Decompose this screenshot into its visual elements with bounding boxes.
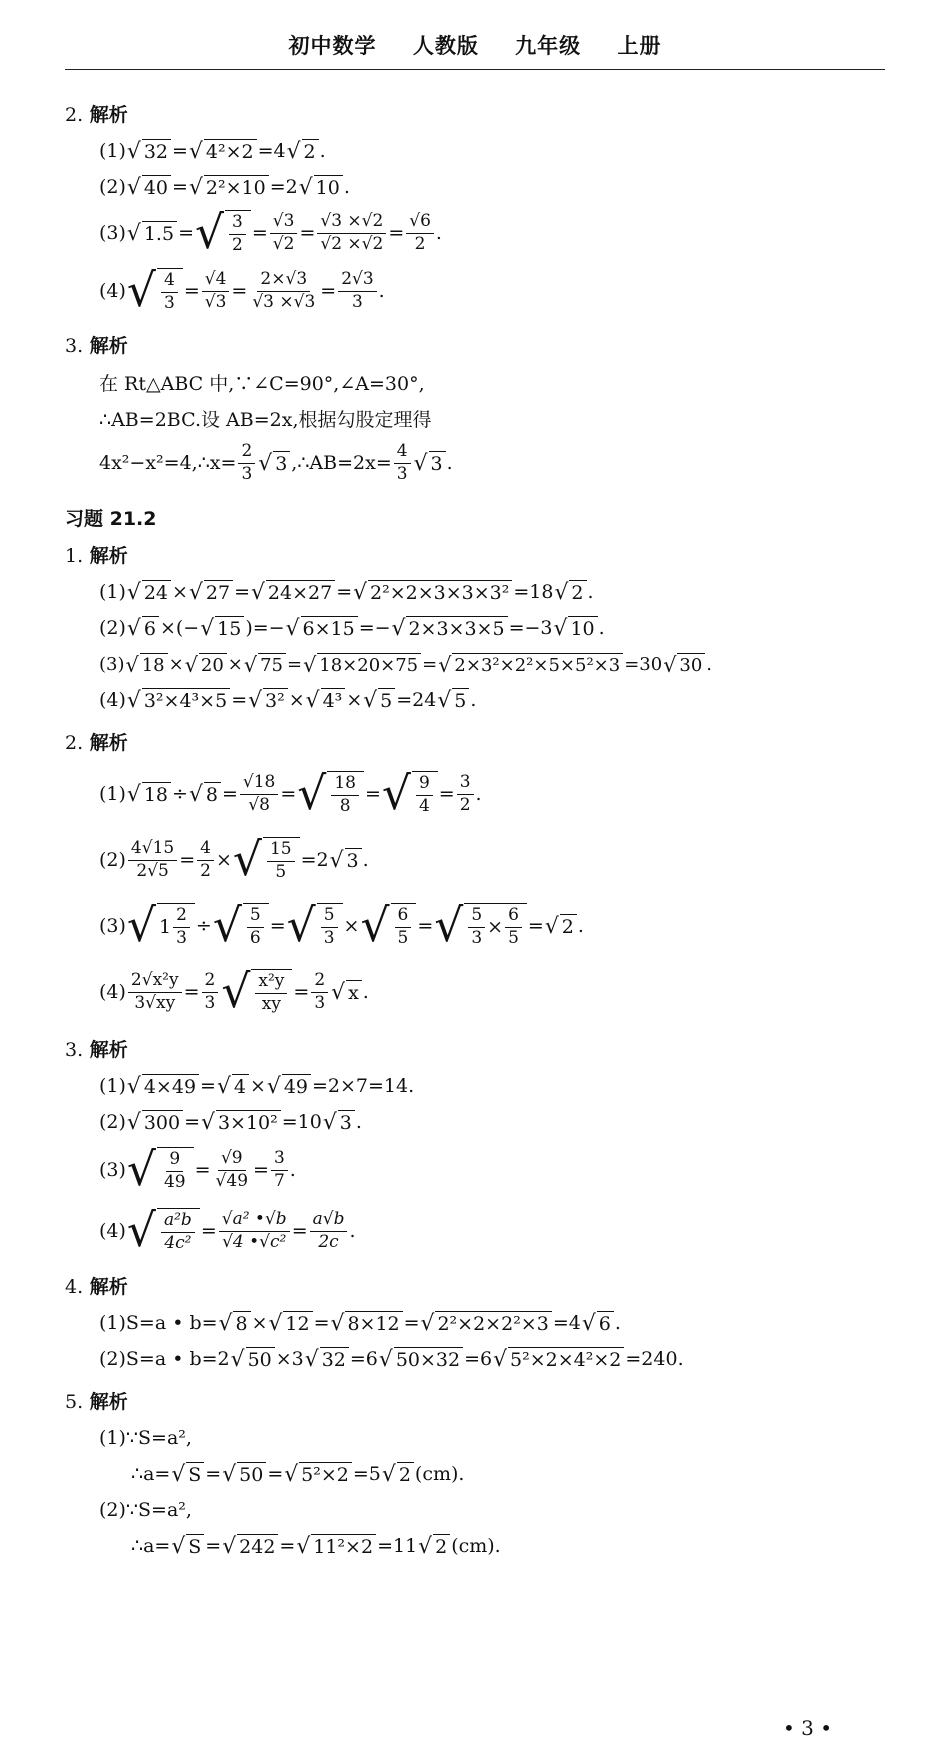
sqrt: √ 3 bbox=[330, 848, 362, 872]
fraction: $\frac{18}{8}$ bbox=[331, 774, 359, 816]
fraction: $\frac{5}{3}$ bbox=[468, 906, 485, 948]
sqrt: √ 15 bbox=[200, 616, 244, 640]
sqrt: √ 11²×2 bbox=[296, 1534, 376, 1558]
sqrt: √ 2²×2×2²×3 bbox=[421, 1311, 552, 1335]
fraction: $\frac{\text{a²b}}{\text{4c²}}$ bbox=[161, 1211, 195, 1253]
fraction: $\frac{4}{2}$ bbox=[197, 839, 214, 881]
answer-line: (3) √ $\frac{9}{49}$ = $\frac{√9}{√49}$ = $\frac{3}{7}$ . bbox=[99, 1143, 296, 1197]
fraction: $\frac{5}{3}$ bbox=[321, 906, 338, 948]
fraction: $\frac{√6}{2}$ bbox=[406, 212, 434, 254]
sqrt: √ $\frac{5}{3}$ bbox=[287, 903, 343, 949]
sqrt: √ 2²×10 bbox=[189, 175, 269, 199]
fraction: $\frac{2}{3}$ bbox=[202, 971, 219, 1013]
sqrt: √ 2 bbox=[287, 139, 319, 163]
header-subject: 初中数学 bbox=[288, 34, 377, 58]
sqrt: √ 8 bbox=[189, 782, 221, 806]
fraction: $\frac{4}{3}$ bbox=[161, 271, 178, 313]
sqrt: √ $\frac{6}{5}$ bbox=[360, 903, 416, 949]
sqrt: √ 3 bbox=[258, 451, 290, 475]
fraction: $\frac{5}{6}$ bbox=[247, 906, 264, 948]
answer-line: (2) √ 300 = √ 3×10² =10 √ 3 . bbox=[99, 1110, 362, 1136]
sqrt: √ 2²×2×3×3×3² bbox=[353, 580, 512, 604]
answer-line: (3) √ 1.5 = √ $\frac{3}{2}$ = $\frac{√3}{√2}$ = $\frac{√3 \times√2}{√2 \times√2}$ = $\frac{√6}{2}$ . bbox=[99, 206, 442, 260]
answer-line: (1) √ 32 = √ 4²×2 =4 √ 2 . bbox=[99, 139, 326, 165]
answer-line: ∴AB=2BC.设 AB=2x,根据勾股定理得 bbox=[99, 408, 432, 431]
sqrt: √ 18 bbox=[127, 782, 171, 806]
fraction: $\frac{√18}{√8}$ bbox=[240, 773, 278, 815]
sqrt: √ $\frac{9}{4}$ bbox=[382, 771, 438, 817]
section-title: 习题 21.2 bbox=[65, 508, 157, 530]
fraction: $\frac{\text{x²y}}{xy}$ bbox=[255, 972, 287, 1014]
question-heading: 3. 解析 bbox=[65, 335, 128, 357]
sqrt: √ 40 bbox=[127, 175, 171, 199]
answer-line: (4) √ $\frac{4}{3}$ = $\frac{√4}{√3}$ = $\frac{2\times√3}{√3 \times√3}$ = $\frac{2√3}{3}$ . bbox=[99, 264, 385, 318]
fraction: $\frac{\text{2√x²y}}{3√xy}$ bbox=[128, 971, 182, 1013]
fraction: $\frac{6}{5}$ bbox=[505, 906, 522, 948]
fraction: $\frac{2}{3}$ bbox=[173, 906, 190, 948]
sqrt: √ 50×32 bbox=[379, 1347, 463, 1371]
sqrt: √ 10 bbox=[299, 175, 343, 199]
sqrt: √ 2 bbox=[418, 1534, 450, 1558]
sqrt: √ 3²×4³×5 bbox=[127, 688, 230, 712]
sqrt: √ 3 bbox=[414, 451, 446, 475]
fraction: $\frac{9}{4}$ bbox=[416, 774, 433, 816]
sqrt: √ 3 bbox=[323, 1110, 355, 1134]
sqrt: √ 30 bbox=[663, 653, 705, 676]
sqrt: √ 6×15 bbox=[286, 616, 358, 640]
fraction: $\frac{6}{5}$ bbox=[395, 906, 412, 948]
answer-content bbox=[65, 90, 895, 1564]
sqrt: √ 300 bbox=[127, 1110, 183, 1134]
sqrt: √ 4³ bbox=[306, 688, 346, 712]
fraction: $\frac{√3 \times√2}{√2 \times√2}$ bbox=[317, 212, 386, 254]
answer-line: (2)S=a • b=2 √ 50 ×3 √ 32 =6 √ 50×32 =6 √ 5²×2×4²×2 =240. bbox=[99, 1347, 684, 1373]
sqrt: √ 4×49 bbox=[127, 1074, 199, 1098]
sqrt: √ S bbox=[171, 1462, 204, 1486]
sqrt: √ 4 bbox=[217, 1074, 249, 1098]
fraction: $\frac{3}{7}$ bbox=[271, 1149, 288, 1191]
page-header bbox=[0, 30, 950, 60]
fraction: $\frac{√9}{√49}$ bbox=[215, 1147, 249, 1191]
sqrt: √ 5²×2 bbox=[284, 1462, 352, 1486]
sqrt: √ 2 bbox=[555, 580, 587, 604]
sqrt: √ $\frac{5}{3}$ × $\frac{6}{5}$ bbox=[434, 903, 527, 949]
sqrt: √ 2 bbox=[545, 914, 577, 938]
fraction: $\frac{3}{2}$ bbox=[457, 773, 474, 815]
sqrt: √ 6 bbox=[127, 616, 159, 640]
answer-line: (2) √ 6 ×(− √ 15 )=− √ 6×15 =− √ 2×3×3×5 =−3 √ 10 . bbox=[99, 616, 605, 642]
sqrt: √ 24 bbox=[127, 580, 171, 604]
sqrt: √ 27 bbox=[189, 580, 233, 604]
answer-line: (3) √ 1 $\frac{2}{3}$ ÷ √ $\frac{5}{6}$ = √ $\frac{5}{3}$ × √ $\frac{6}{5}$ = √ $\frac{5}{3}$ × $\frac{6}{5}$ = √ 2 . bbox=[99, 899, 584, 953]
sqrt: √ $\frac{15}{5}$ bbox=[233, 837, 300, 883]
fraction: $\frac{15}{5}$ bbox=[267, 840, 295, 882]
fraction: $\frac{2√3}{3}$ bbox=[338, 270, 376, 312]
fraction: $\frac{9}{49}$ bbox=[163, 1148, 186, 1192]
sqrt: √ $\frac{\text{x²y}}{xy}$ bbox=[221, 969, 292, 1015]
answer-line: (4) √ 3²×4³×5 = √ 3² × √ 4³ × √ 5 =24 √ 5 . bbox=[99, 688, 477, 714]
sqrt: √ 12 bbox=[268, 1311, 312, 1335]
answer-line: (4) $\frac{\text{2√x²y}}{3√xy}$ = $\frac{2}{3}$ √ $\frac{\text{x²y}}{xy}$ = $\frac{2}{3}$ √ x . bbox=[99, 965, 369, 1019]
answer-line: ∴a= √ S = √ 242 = √ 11²×2 =11 √ 2 (cm). bbox=[131, 1534, 501, 1560]
answer-line: (2) $\frac{4√15}{2√5}$ = $\frac{4}{2}$ × √ $\frac{15}{5}$ =2 √ 3 . bbox=[99, 833, 369, 887]
answer-line: (3) √ 18 × √ 20 × √ 75 = √ 18×20×75 = √ 2×3²×2²×5×5²×3 =30 √ 30 . bbox=[99, 652, 713, 677]
sqrt: √ 1 $\frac{2}{3}$ bbox=[127, 903, 195, 949]
header-rule bbox=[65, 69, 885, 70]
sqrt: √ 50 bbox=[231, 1347, 275, 1371]
question-heading: 4. 解析 bbox=[65, 1276, 128, 1298]
sqrt: √ 8 bbox=[219, 1311, 251, 1335]
header-grade: 九年级 bbox=[515, 34, 582, 58]
sqrt: √ 2×3²×2²×5×5²×3 bbox=[438, 653, 623, 676]
sqrt: √ 20 bbox=[185, 653, 227, 676]
sqrt: √ $\frac{3}{2}$ bbox=[195, 210, 251, 256]
sqrt: √ 3×10² bbox=[201, 1110, 281, 1134]
sqrt: √ 6 bbox=[582, 1311, 614, 1335]
sqrt: √ 18 bbox=[126, 653, 168, 676]
sqrt: √ 50 bbox=[222, 1462, 266, 1486]
header-volume: 上册 bbox=[617, 34, 662, 58]
fraction: $\frac{\text{√a² •√b}}{\text{√4 •√c²}}$ bbox=[219, 1210, 290, 1252]
fraction: $\frac{2}{3}$ bbox=[311, 971, 328, 1013]
sqrt: √ 5 bbox=[363, 688, 395, 712]
sqrt: √ 2 bbox=[382, 1462, 414, 1486]
answer-line: (1) √ 18 ÷ √ 8 = $\frac{√18}{√8}$ = √ $\frac{18}{8}$ = √ $\frac{9}{4}$ = $\frac{3}{2}$ . bbox=[99, 767, 482, 821]
sqrt: √ 32 bbox=[127, 139, 171, 163]
sqrt: √ x bbox=[331, 980, 362, 1004]
sqrt: √ 10 bbox=[554, 616, 598, 640]
answer-line: (2) √ 40 = √ 2²×10 =2 √ 10 . bbox=[99, 175, 350, 201]
answer-line: 在 Rt△ABC 中,∵∠C=90°,∠A=30°, bbox=[99, 372, 425, 395]
header-edition: 人教版 bbox=[412, 34, 479, 58]
question-heading: 5. 解析 bbox=[65, 1391, 128, 1413]
answer-line: (2)∵S=a², bbox=[99, 1499, 192, 1521]
answer-line: (1)∵S=a², bbox=[99, 1427, 192, 1449]
answer-line: (1) √ 4×49 = √ 4 × √ 49 =2×7=14. bbox=[99, 1074, 415, 1100]
fraction: $\frac{2}{3}$ bbox=[238, 442, 255, 484]
fraction: $\frac{3}{2}$ bbox=[229, 213, 246, 255]
answer-line: (1)S=a • b= √ 8 × √ 12 = √ 8×12 = √ 2²×2×2²×3 =4 √ 6 . bbox=[99, 1311, 621, 1337]
sqrt: √ 3² bbox=[248, 688, 288, 712]
sqrt: √ 5 bbox=[437, 688, 469, 712]
question-heading: 1. 解析 bbox=[65, 545, 128, 567]
answer-line: 4x²−x²=4,∴x= $\frac{2}{3}$ √ 3 ,∴AB=2x= $\frac{4}{3}$ √ 3 . bbox=[99, 440, 453, 484]
sqrt: √ 2×3×3×5 bbox=[392, 616, 508, 640]
sqrt: √ $\frac{\text{a²b}}{\text{4c²}}$ bbox=[127, 1208, 200, 1254]
sqrt: √ $\frac{4}{3}$ bbox=[127, 268, 183, 314]
answer-line: ∴a= √ S = √ 50 = √ 5²×2 =5 √ 2 (cm). bbox=[131, 1462, 465, 1488]
sqrt: √ 49 bbox=[267, 1074, 311, 1098]
fraction: $\frac{4}{3}$ bbox=[394, 442, 411, 484]
fraction: $\frac{a√b}{2c}$ bbox=[310, 1210, 348, 1252]
sqrt: √ $\frac{9}{49}$ bbox=[127, 1147, 194, 1193]
fraction: $\frac{4√15}{2√5}$ bbox=[128, 839, 177, 881]
question-heading: 2. 解析 bbox=[65, 732, 128, 754]
sqrt: √ $\frac{18}{8}$ bbox=[297, 771, 364, 817]
answer-line: (4) √ $\frac{\text{a²b}}{\text{4c²}}$ = $\frac{\text{√a² •√b}}{\text{√4 •√c²}}$ = $\frac{a√b}{2c}$ . bbox=[99, 1204, 356, 1258]
answer-line: (1) √ 24 × √ 27 = √ 24×27 = √ 2²×2×3×3×3² =18 √ 2 . bbox=[99, 580, 594, 606]
sqrt: √ 8×12 bbox=[331, 1311, 403, 1335]
sqrt: √ $\frac{5}{6}$ bbox=[213, 903, 269, 949]
sqrt: √ S bbox=[171, 1534, 204, 1558]
sqrt: √ 18×20×75 bbox=[303, 653, 421, 676]
sqrt: √ 32 bbox=[305, 1347, 349, 1371]
question-heading: 2. 解析 bbox=[65, 104, 128, 126]
sqrt: √ 75 bbox=[244, 653, 286, 676]
sqrt: √ 1.5 bbox=[127, 221, 177, 245]
fraction: $\frac{√3}{√2}$ bbox=[270, 212, 298, 254]
sqrt: √ 4²×2 bbox=[189, 139, 257, 163]
question-heading: 3. 解析 bbox=[65, 1039, 128, 1061]
fraction: $\frac{2\times√3}{√3 \times√3}$ bbox=[252, 268, 316, 312]
sqrt: √ 5²×2×4²×2 bbox=[493, 1347, 624, 1371]
sqrt: √ 24×27 bbox=[251, 580, 335, 604]
page-number: • 3 • bbox=[782, 1716, 832, 1740]
sqrt: √ 242 bbox=[222, 1534, 278, 1558]
fraction: $\frac{√4}{√3}$ bbox=[202, 270, 230, 312]
